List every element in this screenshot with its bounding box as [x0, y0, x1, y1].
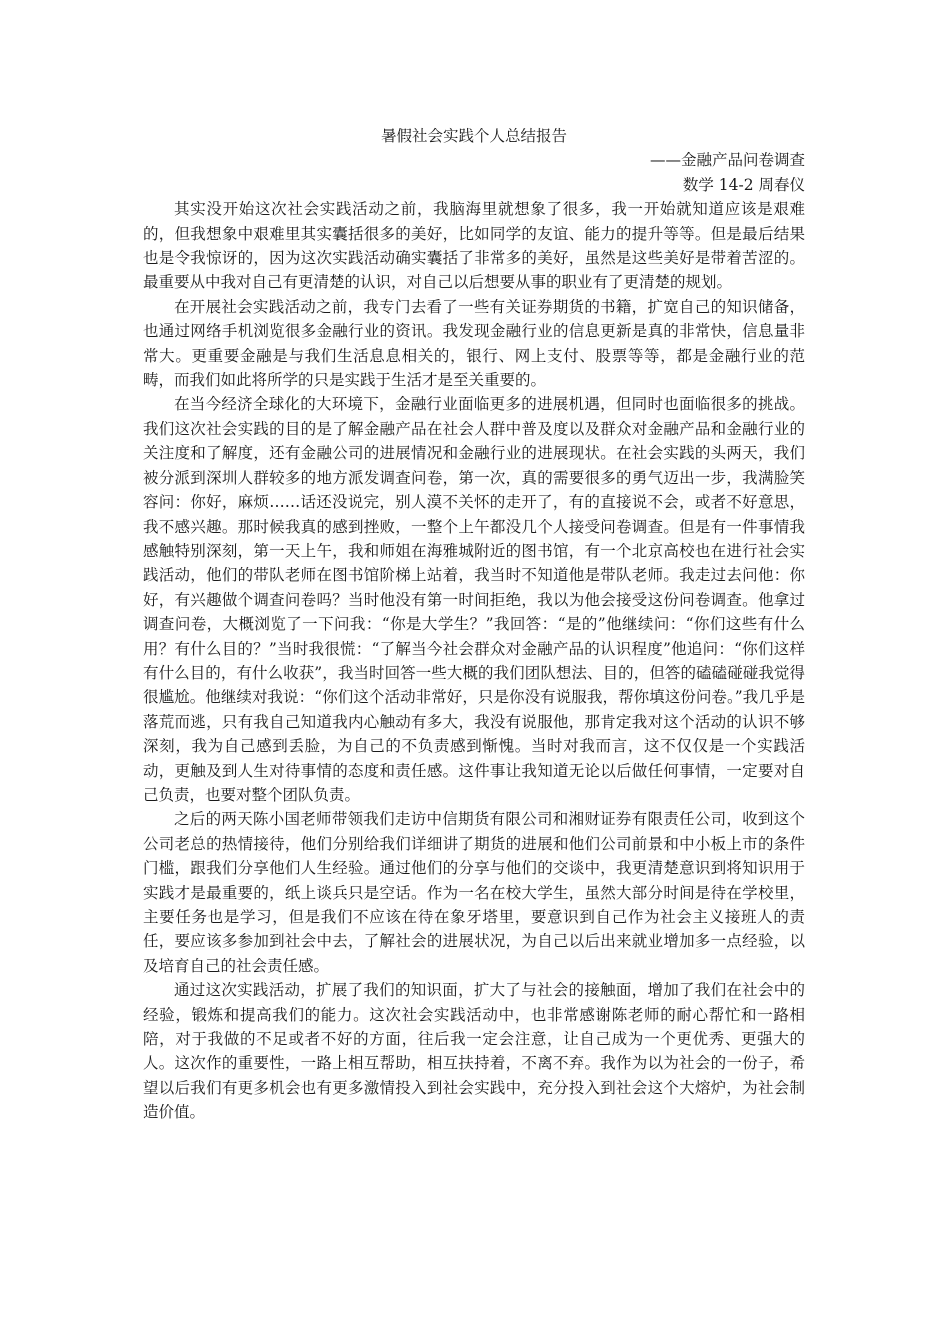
document-page — [143, 124, 805, 1125]
body-paragraph: 在当今经济全球化的大环境下，金融行业面临更多的进展机遇，但同时也面临很多的挑战。我们这次社会实践的目的是了解金融产品在社会人群中普及度以及群众对金融产品和金融行业的关注度和了解度，还有金融公司的进展情况和金融行业的进展现状。在社会实践的头两天，我们被分派到深圳人群较多的地方派发调查问卷，第一次，真的需要很多的勇气迈出一步，我满脸笑容问：你好，麻烦……话还没说完，别人漠不关怀的走开了，有的直接说不会，或者不好意思，我不感兴趣。那时候我真的感到挫败，一整个上午都没几个人接受问卷调查。但是有一件事情我感触特别深刻，第一天上午，我和师姐在海雅城附近的图书馆，有一个北京高校也在进行社会实践活动，他们的带队老师在图书馆阶梯上站着，我当时不知道他是带队老师。我走过去问他：你好，有兴趣做个调查问卷吗？当时他没有第一时间拒绝，我以为他会接受这份问卷调查。他拿过调查问卷，大概浏览了一下问我：“你是大学生？”我回答：“是的”他继续问：“你们这些有什么用？有什么目的？”当时我很慌：“了解当今社会群众对金融产品的认识程度”他追问：“你们这样有什么目的，有什么收获”，我当时回答一些大概的我们团队想法、目的，但答的磕磕碰碰我觉得很尴尬。他继续对我说：“你们这个活动非常好，只是你没有说服我，帮你填这份问卷。”我几乎是落荒而逃，只有我自己知道我内心触动有多大，我没有说服他，那肯定我对这个活动的认识不够深刻，我为自己感到丢脸，为自己的不负责感到惭愧。当时对我而言，这不仅仅是一个实践活动，更触及到人生对待事情的态度和责任感。这件事让我知道无论以后做任何事情，一定要对自己负责，也要对整个团队负责。 — [143, 395, 805, 804]
body-paragraph: 其实没开始这次社会实践活动之前，我脑海里就想象了很多，我一开始就知道应该是艰难的，但我想象中艰难里其实囊括很多的美好，比如同学的友谊、能力的提升等等。但是最后结果也是令我惊讶的，因为这次实践活动确实囊括了非常多的美好，虽然是这些美好是带着苦涩的。最重要从中我对自己有更清楚的认识，对自己以后想要从事的职业有了更清楚的规划。 — [143, 200, 805, 292]
body-paragraph: 之后的两天陈小国老师带领我们走访中信期货有限公司和湘财证券有限责任公司，收到这个公司老总的热情接待，他们分别给我们详细讲了期货的进展和他们公司前景和中小板上市的条件门槛，跟我们分享他们人生经验。通过他们的分享与他们的交谈中，我更清楚意识到将知识用于实践才是最重要的，纸上谈兵只是空话。作为一名在校大学生，虽然大部分时间是待在学校里，主要任务也是学习，但是我们不应该在待在象牙塔里，要意识到自己作为社会主义接班人的责任，要应该多参加到社会中去，了解社会的进展状况，为自己以后出来就业增加多一点经验，以及培育自己的社会责任感。 — [143, 810, 805, 975]
body-paragraph: 通过这次实践活动，扩展了我们的知识面，扩大了与社会的接触面，增加了我们在社会中的经验，锻炼和提高我们的能力。这次社会实践活动中，也非常感谢陈老师的耐心帮忙和一路相陪，对于我做的不足或者不好的方面，往后我一定会注意，让自己成为一个更优秀、更强大的人。这次作的重要性，一路上相互帮助，相互扶持着，不离不弃。我作为以为社会的一份子，希望以后我们有更多机会也有更多激情投入到社会实践中，充分投入到社会这个大熔炉，为社会制造价值。 — [143, 981, 805, 1122]
document-subtitle: ——金融产品问卷调查 — [649, 151, 805, 170]
document-title: 暑假社会实践个人总结报告 — [380, 127, 567, 145]
document-author: 数学 14-2 周春仪 — [682, 175, 805, 194]
body-paragraph: 在开展社会实践活动之前，我专门去看了一些有关证券期货的书籍，扩宽自己的知识储备，也通过网络手机浏览很多金融行业的资讯。我发现金融行业的信息更新是真的非常快，信息量非常大。更重要金融是与我们生活息息相关的，银行、网上支付、股票等等，都是金融行业的范畴，而我们如此将所学的只是实践于生活才是至关重要的。 — [143, 297, 805, 390]
